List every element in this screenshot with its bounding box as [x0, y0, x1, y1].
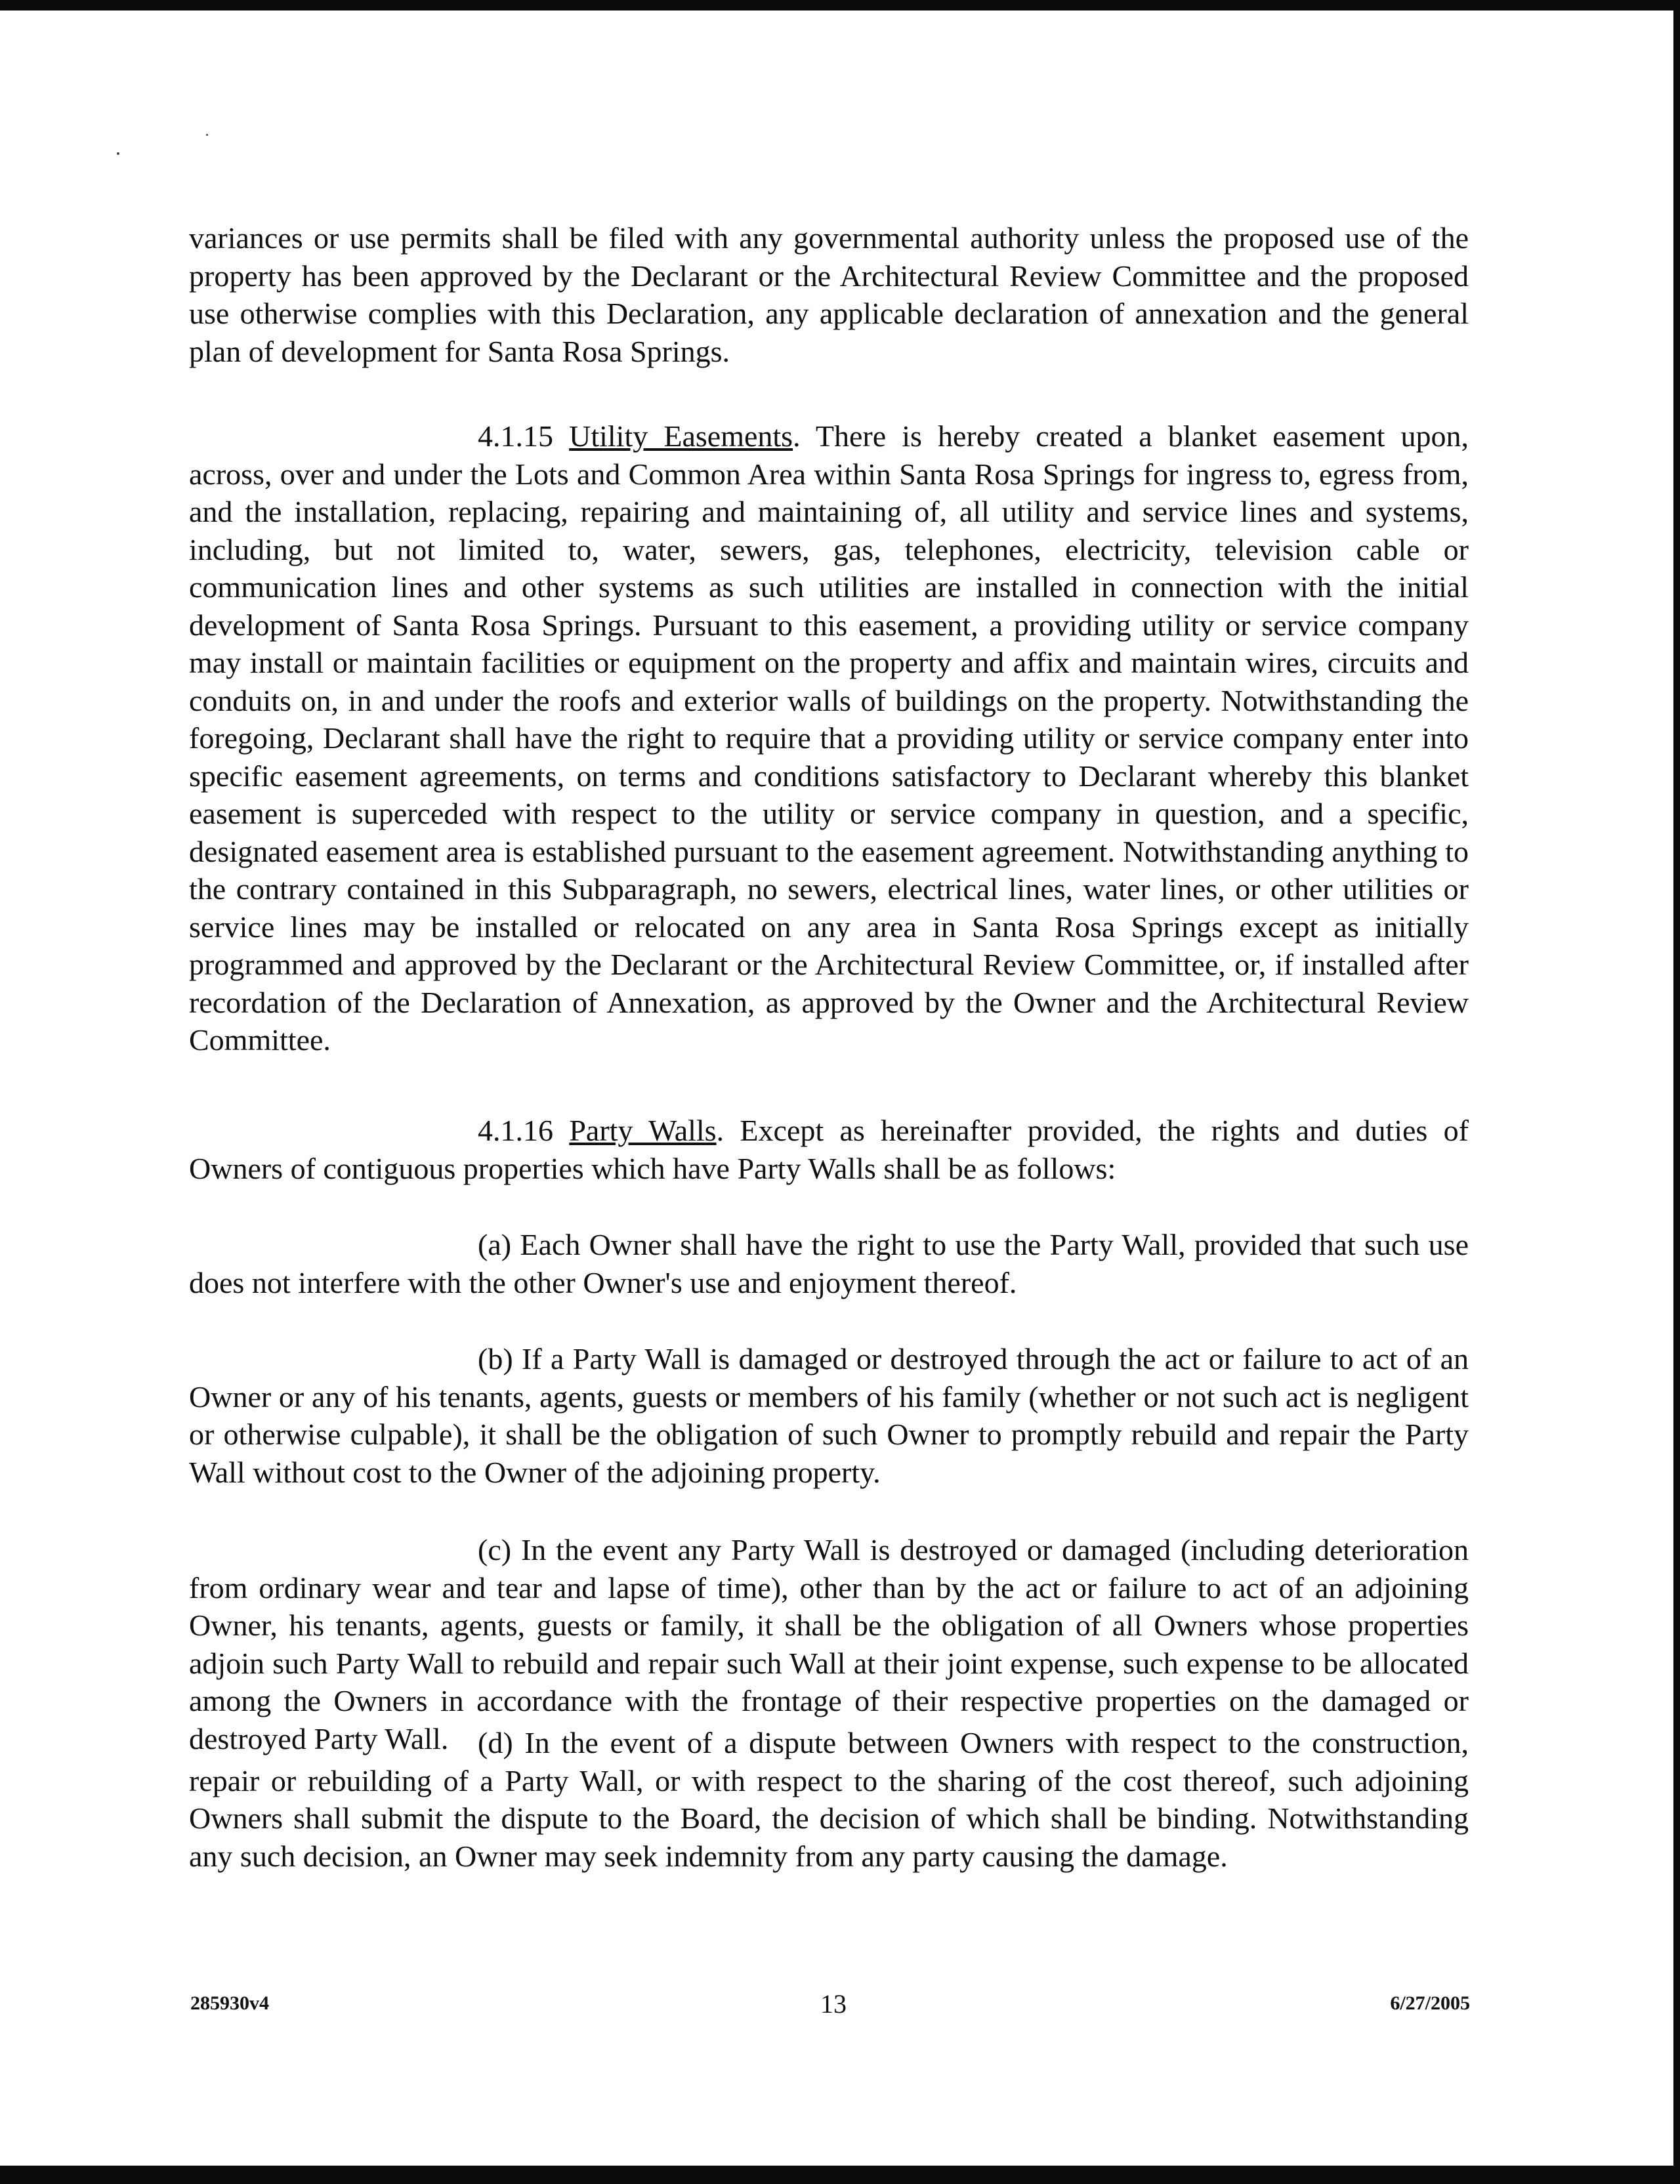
- scan-speck: [206, 134, 208, 136]
- footer-doc-id: 285930v4: [190, 1992, 269, 2014]
- subparagraph-label: (d): [478, 1726, 513, 1759]
- subparagraph-label: (c): [478, 1533, 512, 1566]
- footer-date: 6/27/2005: [1390, 1992, 1470, 2014]
- section-heading: Party Walls: [569, 1114, 717, 1147]
- footer-page-number: 13: [820, 1989, 847, 2019]
- subparagraph-d: [189, 1724, 1469, 1875]
- subparagraph-a: [189, 1226, 1469, 1301]
- section-heading: Utility Easements: [569, 419, 793, 453]
- scan-speck: [117, 152, 119, 155]
- section-number: 4.1.16: [478, 1114, 553, 1147]
- subparagraph-label: (a): [478, 1228, 512, 1261]
- scan-border-right: [1673, 0, 1680, 2184]
- subparagraph-text: In the event any Party Wall is destroyed or damaged (including deterioration from ordinary wear and tear and lapse of time), other than by the act or failure to act of an adjoining Owner, his tenants, agents, guests or family, it shall be the obligation of all Owners whose properties adjoin such Party Wall to rebuild and repair such Wall at their joint expense, such expense to be allocated among the Owners in accordance with the frontage of their respective properties on the damaged or destroyed Party Wall.: [189, 1533, 1469, 1755]
- subparagraph-b: [189, 1340, 1469, 1491]
- section-4-1-16: [189, 1112, 1469, 1187]
- section-body: . There is hereby created a blanket easement upon, across, over and under the Lots and Common Area within Santa Rosa Springs for ingress to, egress from, and the installation, replacing, repairing and maintaining of, all utility and service lines and systems, including, but not limited to, water, sewers, gas, telephones, electricity, television cable or communication lines and other systems as such utilities are installed in connection with the initial development of Santa Rosa Springs. Pursuant to this easement, a providing utility or service company may install or maintain facilities or equipment on the property and affix and maintain wires, circuits and conduits on, in and under the roofs and exterior walls of buildings on the property. Notwithstanding the foregoing, Declarant shall have the right to require that a providing utility or service company enter into specific easement agreements, on terms and conditions satisfactory to Declarant whereby this blanket easement is superceded with respect to the utility or service company in question, and a specific, designated easement area is established pursuant to the easement agreement. Notwithstanding anything to the contrary contained in this Subparagraph, no sewers, electrical lines, water lines, or other utilities or service lines may be installed or relocated on any area in Santa Rosa Springs except as initially programmed and approved by the Declarant or the Architectural Review Committee, or, if installed after recordation of the Declaration of Annexation, as approved by the Owner and the Architectural Review Committee.: [189, 419, 1469, 1057]
- subparagraph-text: In the event of a dispute between Owners with respect to the construction, repair or rebuilding of a Party Wall, or with respect to the sharing of the cost thereof, such adjoining Owners shall submit the dispute to the Board, the decision of which shall be binding. Notwithstanding any such decision, an Owner may seek indemnity from any party causing the damage.: [189, 1726, 1469, 1873]
- section-4-1-15: [189, 417, 1469, 1059]
- section-body: . Except as hereinafter provided, the rights and duties of Owners of contiguous properties which have Party Walls shall be as follows:: [189, 1114, 1469, 1185]
- intro-paragraph: variances or use permits shall be filed with any governmental authority unless the proposed use of the property has been approved by the Declarant or the Architectural Review Committee and the proposed use otherwise complies with this Declaration, any applicable declaration of annexation and the general plan of development for Santa Rosa Springs.: [189, 221, 1469, 368]
- section-number: 4.1.15: [478, 419, 553, 453]
- scan-border-top: [0, 0, 1680, 10]
- subparagraph-text: Each Owner shall have the right to use the Party Wall, provided that such use does not interfere with the other Owner's use and enjoyment thereof.: [189, 1228, 1469, 1299]
- subparagraph-text: If a Party Wall is damaged or destroyed through the act or failure to act of an Owner or any of his tenants, agents, guests or members of his family (whether or not such act is negligent or otherwise culpable), it shall be the obligation of such Owner to promptly rebuild and repair the Party Wall without cost to the Owner of the adjoining property.: [189, 1342, 1469, 1489]
- scan-border-bottom: [0, 2166, 1680, 2184]
- subparagraph-label: (b): [478, 1342, 513, 1376]
